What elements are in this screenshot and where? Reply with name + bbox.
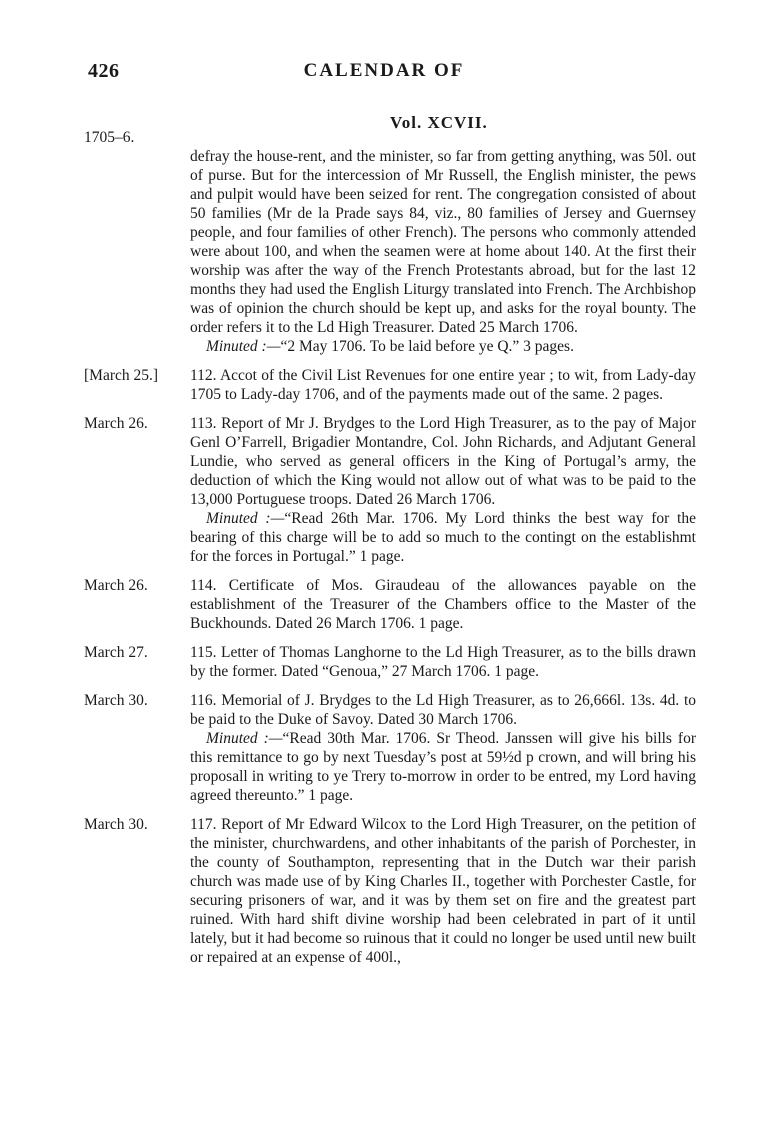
entry-date: March 26. [84,577,148,594]
entry-text [190,643,696,681]
minute-text: “Read 30th Mar. 1706. Sr Theod. Janssen will give his bills for this remittance to go by next Tuesday’s post at 59½d p crown, and will bring his proposall in writing to ye Trery to-morrow in order to be entred, my Lord having agreed thereunto.” 1 page. [190,730,696,804]
entry-date: 1705–6. [84,129,135,146]
entry-113 [84,414,696,566]
running-head: CALENDAR OF [303,60,465,81]
entry-text [190,128,696,356]
entry-body: 116. Memorial of J. Brydges to the Ld High Treasurer, as to 26,666l. 13s. 4d. to be paid to the Duke of Savoy. Dated 30 March 1706. [190,692,696,728]
minute-lead: Minuted :— [206,510,285,527]
entry-112 [84,366,696,404]
entry-text [190,366,696,404]
entry-date: March 30. [84,816,148,833]
minute-lead: Minuted :— [206,730,283,747]
page-number: 426 [88,60,120,82]
entry-continued [84,128,696,356]
entry-text [190,576,696,633]
entry-body: 112. Accot of the Civil List Revenues for one entire year ; to wit, from Lady-day 1705 to Lady-day 1706, and of the payments made out of the same. 2 pages. [190,367,696,403]
minute-text: “Read 26th Mar. 1706. My Lord thinks the best way for the bearing of this charge will be to add so much to the contingt on the establishmt for the forces in Portugal.” 1 page. [190,510,696,565]
entry-114 [84,576,696,633]
entry-115 [84,643,696,681]
entry-minute [190,337,696,356]
entry-body: defray the house-rent, and the minister, so far from getting anything, was 50l. out of purse. But for the intercession of Mr Russell, the English minister, the pews and pulpit would have been seized for rent. The congregation consisted of about 50 families (Mr de la Prade says 84, viz., 80 families of Jersey and Guernsey people, and four families of other French). The persons who commonly attended were about 100, and when the seamen were at home about 140. At the first their worship was after the way of the French Protestants abroad, but for the last 12 months they had used the English Liturgy translated into French. The Archbishop was of opinion the church should be kept up, and asks for the royal bounty. The order refers it to the Ld High Treasurer. Dated 25 March 1706. [190,148,696,336]
entry-text [190,414,696,566]
entry-minute [190,729,696,805]
entry-117 [84,815,696,967]
entry-body: 113. Report of Mr J. Brydges to the Lord High Treasurer, as to the pay of Major Genl O’Farrell, Brigadier Montandre, Col. John Richards, and Adjutant General Lundie, who served as general officers in the King of Portugal’s army, the deduction of which the King would not allow out of what was to be paid to the 13,000 Portuguese troops. Dated 26 March 1706. [190,415,696,508]
minute-lead: Minuted :— [206,338,281,355]
entry-text [190,815,696,967]
calendar-entries [84,128,696,977]
entry-116 [84,691,696,805]
entry-body: 117. Report of Mr Edward Wilcox to the Lord High Treasurer, on the petition of the minister, churchwardens, and other inhabitants of the parish of Porchester, in the county of Southampton, representing that in the Dutch war their parish church was made use of by King Charles II., together with Porchester Castle, for securing prisoners of war, and it was by them set on fire and the greatest part ruined. With hard shift divine worship had been celebrated in part of it until lately, but it had become so ruinous that it could no longer be used until new built or repaired at an expense of 400l., [190,816,696,966]
entry-date: [March 25.] [84,367,159,384]
entry-date: March 30. [84,692,148,709]
entry-date: March 27. [84,644,148,661]
entry-text [190,691,696,805]
page-header [0,60,768,86]
entry-body: 115. Letter of Thomas Langhorne to the Ld High Treasurer, as to the bills drawn by the former. Dated “Genoua,” 27 March 1706. 1 page. [190,644,696,680]
entry-body: 114. Certificate of Mos. Giraudeau of the allowances payable on the establishment of the Treasurer of the Chambers office to the Master of the Buckhounds. Dated 26 March 1706. 1 page. [190,577,696,632]
entry-minute [190,509,696,566]
volume-heading: Vol. XCVII. [390,113,488,132]
minute-text: “2 May 1706. To be laid before ye Q.” 3 pages. [280,338,574,355]
entry-date: March 26. [84,415,148,432]
